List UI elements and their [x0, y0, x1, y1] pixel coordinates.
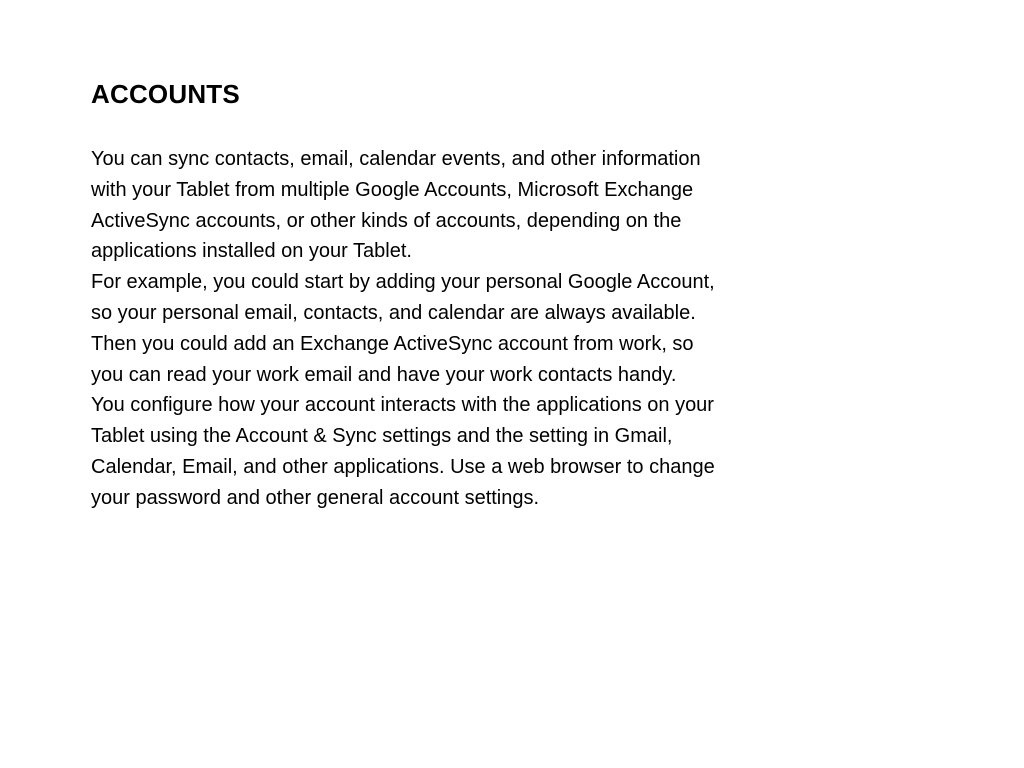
body-line: Then you could add an Exchange ActiveSync account from work, so	[91, 332, 694, 355]
body-line: you can read your work email and have your work contacts handy.	[91, 363, 677, 386]
body-line: ActiveSync accounts, or other kinds of accounts, depending on the	[91, 209, 682, 232]
body-line: You configure how your account interacts with the applications on your	[91, 394, 714, 417]
slide-body-text	[91, 144, 851, 514]
body-line: Tablet using the Account & Sync settings and the setting in Gmail,	[91, 425, 673, 448]
body-line: so your personal email, contacts, and calendar are always available.	[91, 301, 696, 324]
body-line: applications installed on your Tablet.	[91, 240, 412, 263]
body-line: your password and other general account settings.	[91, 486, 540, 509]
body-line: Calendar, Email, and other applications. Use a web browser to change	[91, 455, 715, 478]
body-line: For example, you could start by adding your personal Google Account,	[91, 271, 715, 294]
slide-title: ACCOUNTS	[91, 79, 240, 109]
body-line: You can sync contacts, email, calendar events, and other information	[91, 148, 701, 170]
body-line: with your Tablet from multiple Google Accounts, Microsoft Exchange	[91, 178, 694, 201]
